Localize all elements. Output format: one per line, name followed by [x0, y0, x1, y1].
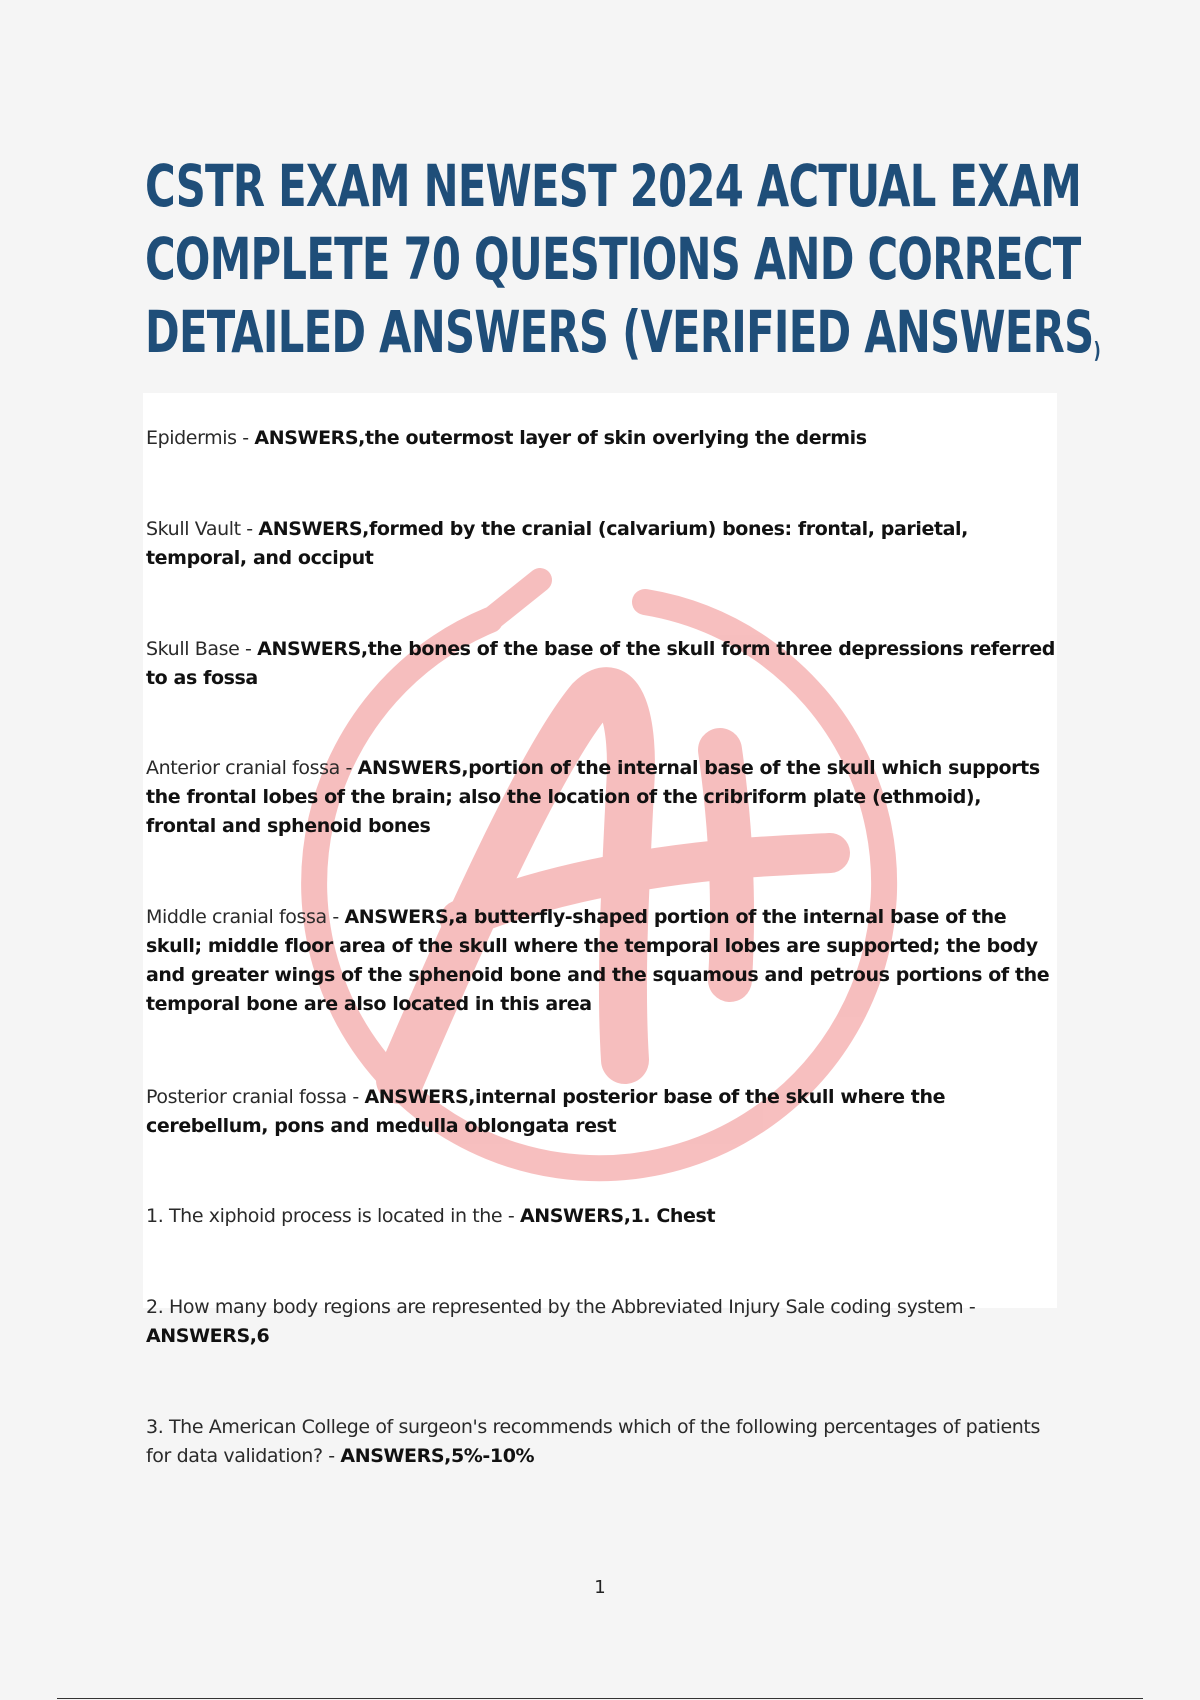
qa-entry: [146, 515, 1056, 573]
qa-separator: -: [963, 1296, 976, 1318]
qa-separator: -: [502, 1205, 520, 1227]
qa-entry: [146, 1293, 1056, 1351]
qa-term: Anterior cranial fossa: [146, 757, 340, 779]
qa-separator: -: [346, 1086, 365, 1108]
qa-answer: ANSWERS,portion of the internal base of the skull which supports the frontal lobes of the brain; also the location of the cribriform plate (ethmoid), frontal and sphenoid bones: [146, 757, 1040, 837]
title-closing-paren: ): [1093, 339, 1101, 364]
qa-answer: ANSWERS,a butterfly-shaped portion of the internal base of the skull; middle floor area of the skull where the temporal lobes are supported; the body and greater wings of the sphenoid bone and the squamous and petrous portions of the temporal bone are also located in this area: [146, 906, 1050, 1015]
qa-term: Middle cranial fossa: [146, 906, 327, 928]
qa-separator: -: [326, 906, 345, 928]
qa-entry: [146, 1083, 1056, 1141]
qa-term: Posterior cranial fossa: [146, 1086, 347, 1108]
qa-answer: ANSWERS,6: [146, 1325, 270, 1347]
qa-entry: [146, 1202, 1056, 1231]
title-line-text: DETAILED ANSWERS (VERIFIED ANSWERS: [145, 298, 1094, 366]
qa-term: 1. The xiphoid process is located in the: [146, 1205, 503, 1227]
qa-answer: ANSWERS,formed by the cranial (calvarium) bones: frontal, parietal, temporal, and occiput: [146, 518, 968, 569]
page-title: [145, 150, 1101, 388]
qa-separator: -: [339, 757, 358, 779]
title-line: CSTR EXAM NEWEST 2024 ACTUAL EXAM: [145, 152, 1082, 220]
qa-term: Epidermis: [146, 427, 237, 449]
qa-entry: [146, 903, 1056, 1019]
qa-entry: [146, 1413, 1056, 1471]
qa-answer: ANSWERS,1. Chest: [519, 1205, 716, 1227]
qa-term: 2. How many body regions are represented by the Abbreviated Injury Sale coding system: [146, 1296, 964, 1318]
qa-separator: -: [236, 427, 255, 449]
qa-answer: ANSWERS,the outermost layer of skin overlying the dermis: [254, 427, 867, 449]
qa-answer: ANSWERS,the bones of the base of the skull form three depressions referred to as fossa: [146, 638, 1055, 689]
qa-term: 3. The American College of surgeon's recommends which of the following percentages of patients for data validation?: [146, 1416, 1040, 1467]
qa-answer: ANSWERS,5%-10%: [340, 1445, 535, 1467]
page-number: 1: [594, 1577, 606, 1598]
qa-term: Skull Base: [146, 638, 240, 660]
title-line: [145, 296, 1101, 388]
qa-entry: [146, 635, 1056, 693]
qa-term: Skull Vault: [146, 518, 241, 540]
title-line: COMPLETE 70 QUESTIONS AND CORRECT: [145, 225, 1081, 293]
qa-answer: ANSWERS,internal posterior base of the skull where the cerebellum, pons and medulla oblongata rest: [146, 1086, 946, 1137]
qa-separator: -: [322, 1445, 341, 1467]
footer-divider: [57, 1698, 1143, 1699]
qa-separator: -: [239, 638, 258, 660]
qa-separator: -: [240, 518, 259, 540]
qa-entry: [146, 754, 1056, 841]
qa-entry: [146, 424, 1056, 453]
